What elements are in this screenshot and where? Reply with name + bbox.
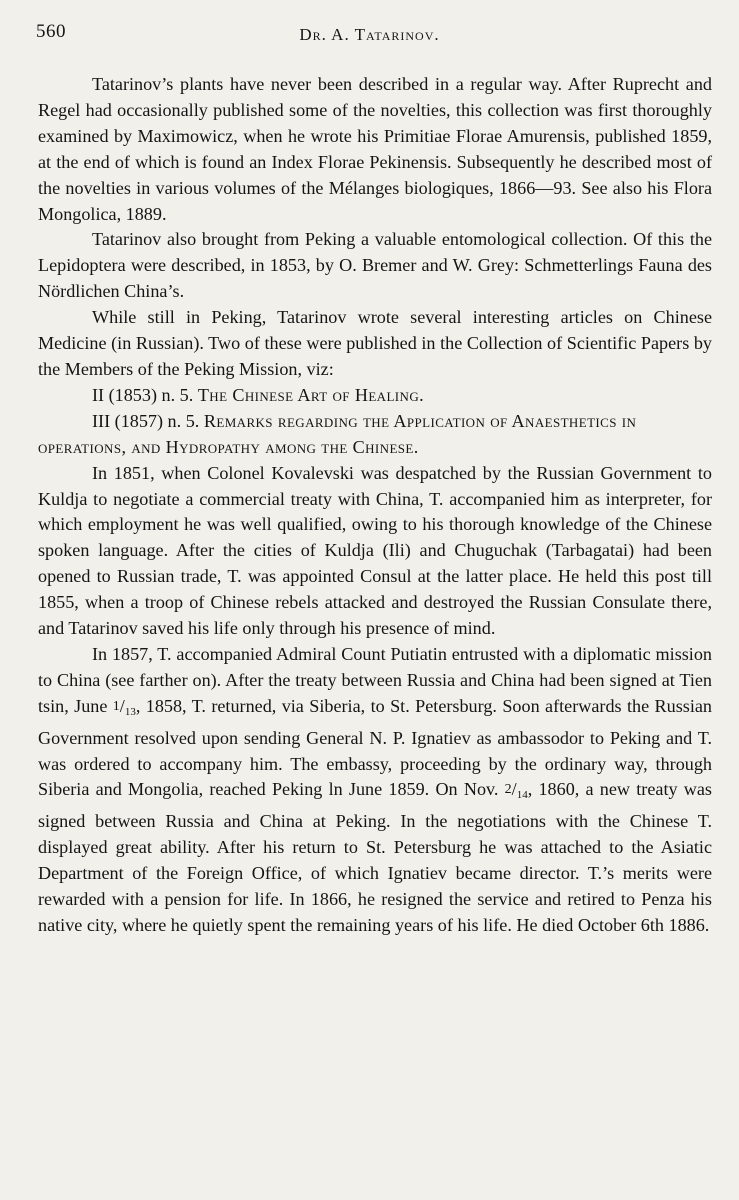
embassy-text-part2: , 1858, T. returned, via Siberia, to St. Petersburg. Soon afterwards the Russian Government resolved upon sending General N. P. Ignatiev as ambassodor to Peking and T. was ordered to accompany him. The embassy, proceeding by the ordinary way, through Siberia and Mongolia, reached Peking ln June 1859. On Nov. bbox=[38, 695, 712, 800]
date-fraction-numerator: 2 bbox=[504, 782, 512, 798]
paragraph-medicine: While still in Peking, Tatarinov wrote several interesting articles on Chinese Medicine (in Russian). Two of these were published in the Collection of Scientific Papers by the Members of the Peking Mission, viz: bbox=[38, 307, 712, 379]
embassy-text-part1: In 1857, T. accompanied Admiral Count Putiatin entrusted with a diplomatic mission to China (see farther on). After the treaty between Russia and China had been signed at Tien tsin, June bbox=[38, 643, 712, 716]
date-fraction-denominator: 13 bbox=[124, 705, 136, 718]
embassy-text-part3: , 1860, a new treaty was signed between Russia and China at Peking. In the negotiations with the Chinese T. displayed great ability. After his return to St. Petersburg he was attached to the Asiatic Department of the Foreign Office, of which Ignatiev became director. T.’s merits were rewarded with a pension for life. In 1866, he resigned the service and retired to Penza his native city, where he quietly spent the remaining years of his life. He died October 6th 1886. bbox=[38, 779, 712, 935]
page-number: 560 bbox=[36, 21, 66, 42]
list-item-healing bbox=[38, 383, 712, 409]
date-fraction-numerator: 1 bbox=[112, 698, 120, 714]
list-item-anaesthetics bbox=[38, 409, 712, 461]
list-item-title: Remarks regarding the Application of Anaesthetics in operations, and Hydropathy among the Chinese. bbox=[38, 410, 637, 457]
list-item-prefix: II (1853) n. 5. bbox=[92, 384, 194, 405]
page-header bbox=[0, 20, 739, 60]
paragraph-embassy: In 1857, T. accompanied Admiral Count Putiatin entrusted with a diplomatic mission to China (see farther on). After the treaty between Russia and China had been signed at Tien tsin, June 1/13, 1858, T. returned, via Siberia, to St. Petersburg. Soon afterwards the Russian Government resolved upon sending General N. P. Ignatiev as ambassodor to Peking and T. was ordered to accompany him. The embassy, proceeding by the ordinary way, through Siberia and Mongolia, reached Peking ln June 1859. On Nov. 2/14, 1860, a new treaty was signed between Russia and China at Peking. In the negotiations with the Chinese T. displayed great ability. After his return to St. Petersburg he was attached to the Asiatic Department of the Foreign Office, of which Ignatiev became director. T.’s merits were rewarded with a pension for life. In 1866, he resigned the service and retired to Penza his native city, where he quietly spent the remaining years of his life. He died October 6th 1886. bbox=[38, 643, 712, 935]
paragraph-entomology: Tatarinov also brought from Peking a valuable entomological collection. Of this the Lepidoptera were described, in 1853, by O. Bremer and W. Grey: Schmetterlings Fauna des Nördlichen China’s. bbox=[38, 229, 712, 302]
list-item-prefix: III (1857) n. 5. bbox=[92, 410, 200, 431]
body-text bbox=[38, 72, 712, 939]
running-head: Dr. A. Tatarinov. bbox=[299, 25, 440, 44]
paragraph-plants: Tatarinov’s plants have never been described in a regular way. After Ruprecht and Regel had occasionally published some of the novelties, this collection was first thoroughly examined by Maximowicz, when he wrote his Primitiae Florae Amurensis, published 1859, at the end of which is found an Index Florae Pekinensis. Subsequently he described most of the novelties in various volumes of the Mélanges biologiques, 1866—93. See also his Flora Mongolica, 1889. bbox=[38, 74, 712, 224]
date-fraction-denominator: 14 bbox=[516, 789, 528, 802]
list-item-title: The Chinese Art of Healing. bbox=[197, 384, 425, 405]
paragraph-kuldja: In 1851, when Colonel Kovalevski was despatched by the Russian Government to Kuldja to negotiate a commercial treaty with China, T. accompanied him as interpreter, for which employment he was well qualified, owing to his thorough knowledge of the Chinese spoken language. After the cities of Kuldja (Ili) and Chuguchak (Tarbagatai) had been opened to Russian trade, T. was appointed Consul at the latter place. He held this post till 1855, when a troop of Chinese rebels attacked and destroyed the Russian Consulate there, and Tatarinov saved his life only through his presence of mind. bbox=[38, 462, 712, 639]
